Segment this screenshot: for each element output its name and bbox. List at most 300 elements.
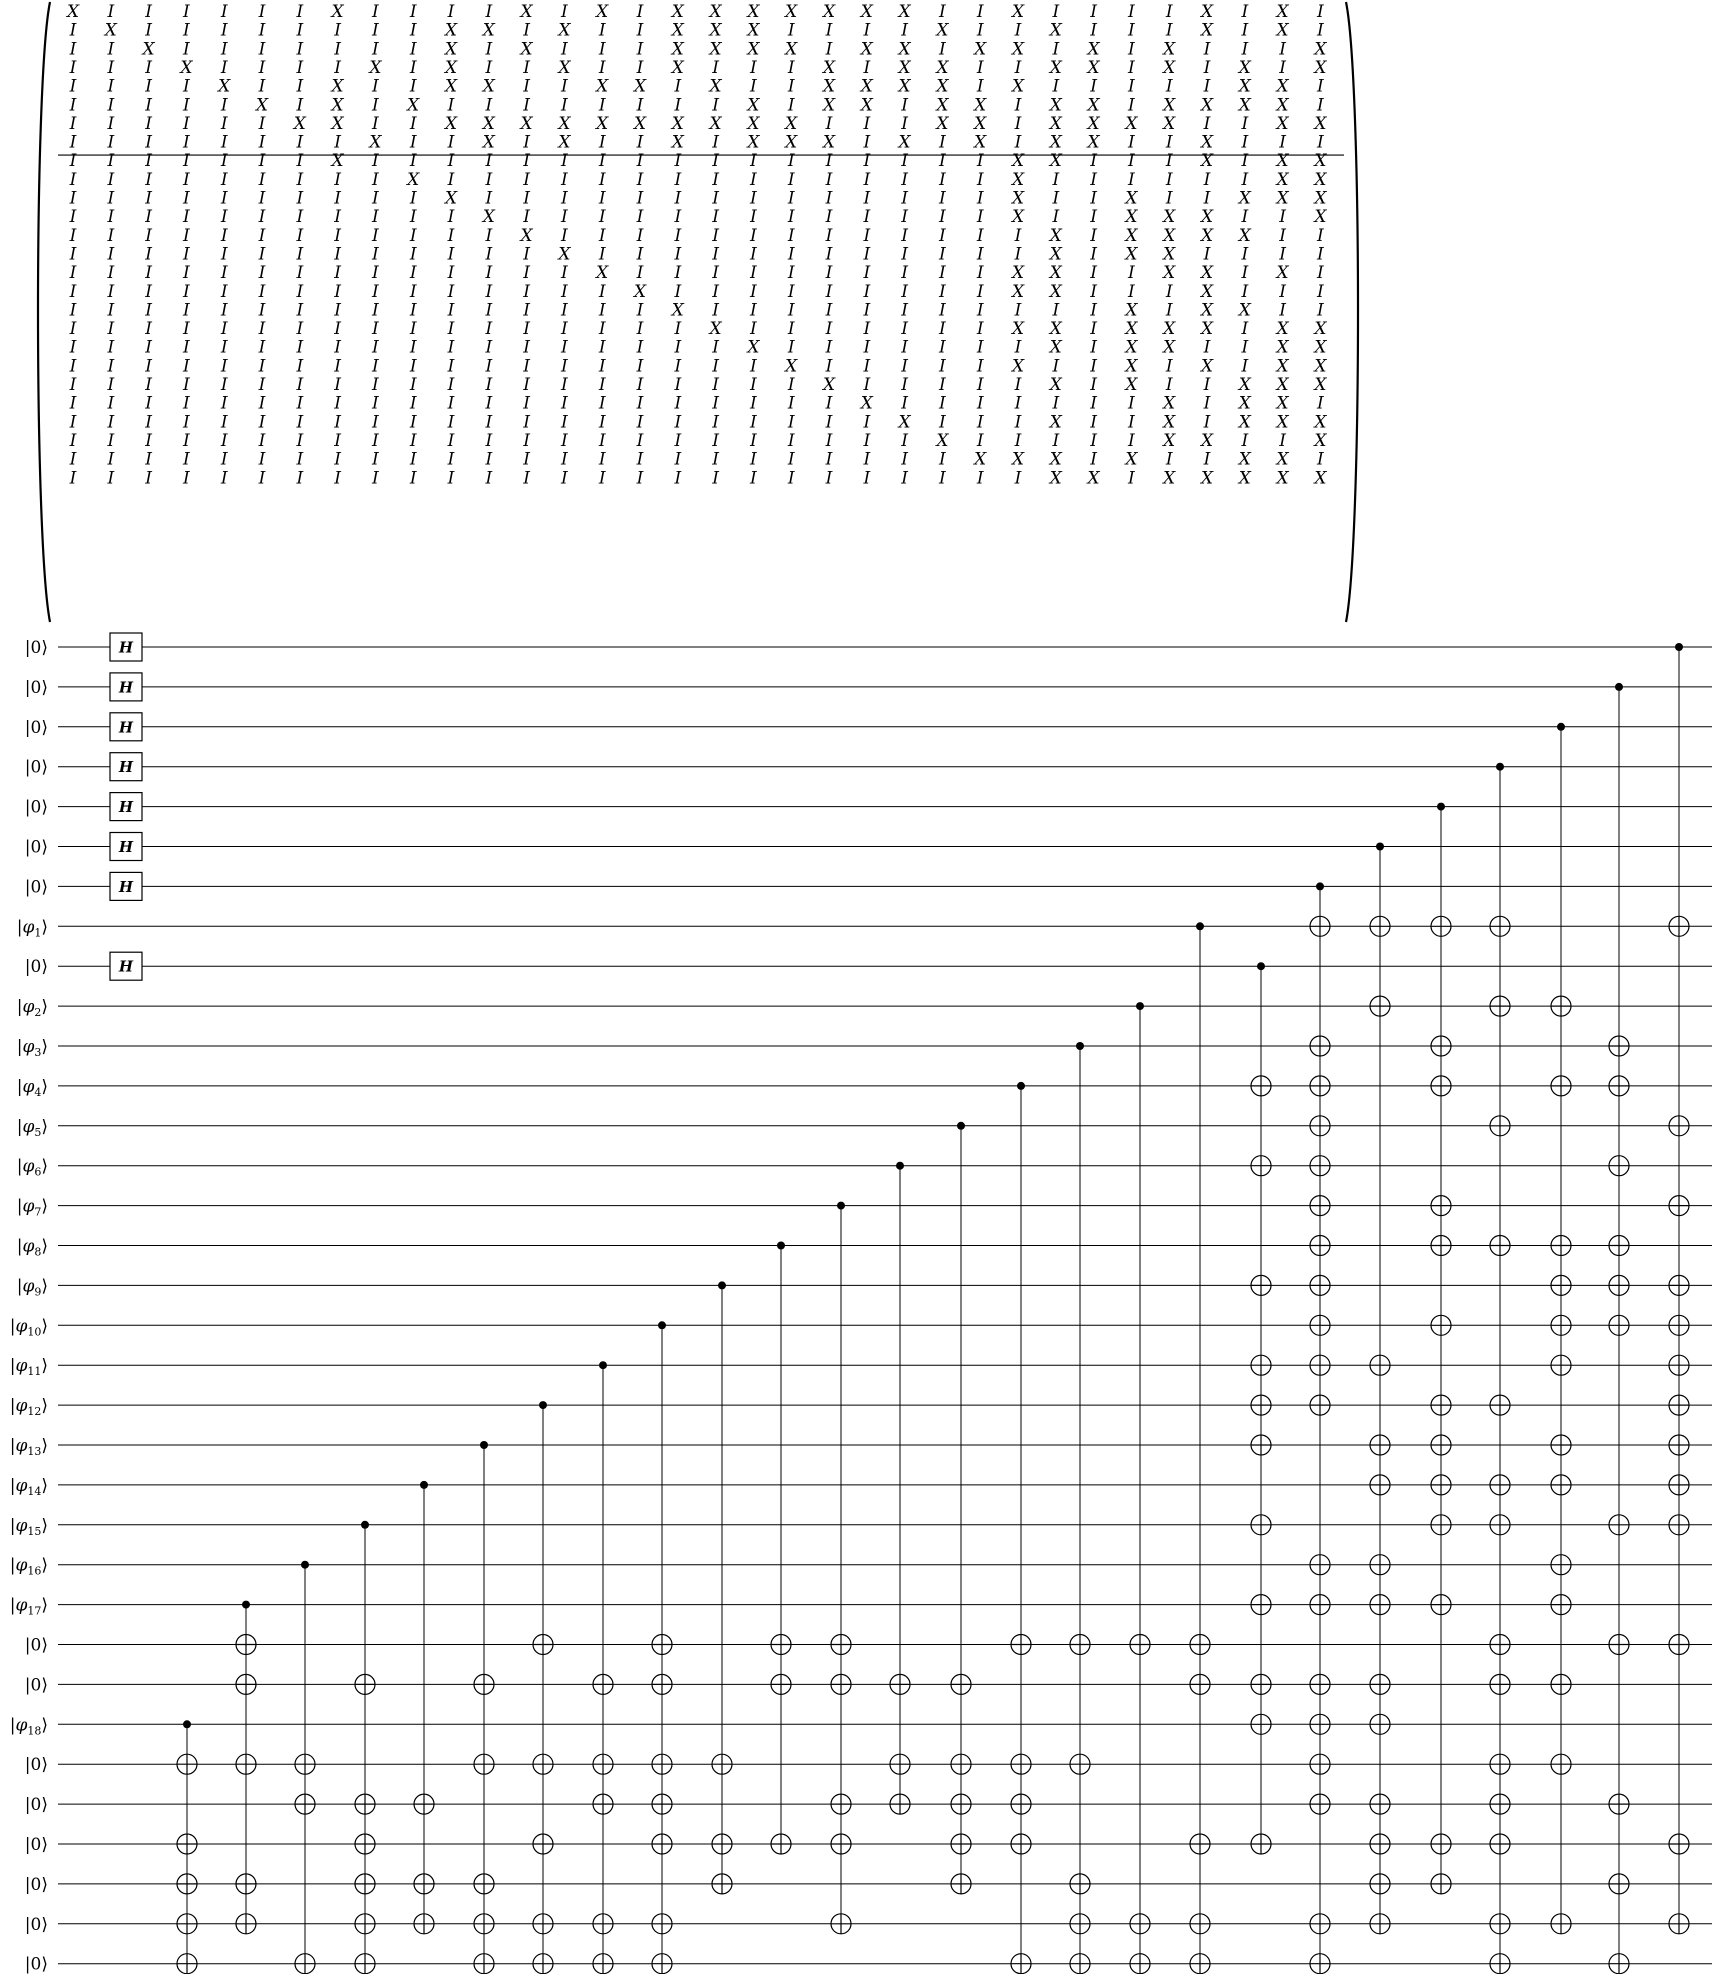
matrix-cell: I (523, 300, 530, 321)
matrix-cell: I (939, 169, 946, 190)
matrix-cell: I (863, 430, 871, 451)
matrix-cell: I (1165, 449, 1173, 470)
matrix-cell: I (825, 113, 833, 134)
matrix-cell: I (258, 263, 266, 284)
matrix-cell: I (976, 2, 984, 22)
matrix-cell: X (1049, 113, 1062, 134)
matrix-cell: I (561, 337, 568, 358)
matrix-cell: I (145, 468, 152, 489)
matrix-cell: I (220, 207, 228, 228)
matrix-cell: I (1014, 113, 1022, 134)
matrix-cell: I (107, 169, 115, 190)
matrix-cell: I (561, 151, 568, 172)
matrix-cell: I (901, 169, 908, 190)
matrix-cell: I (561, 225, 568, 246)
hadamard-label: H (118, 758, 134, 777)
matrix-cell: X (1314, 375, 1327, 395)
matrix-cell: I (825, 430, 833, 451)
matrix-cell: X (860, 2, 873, 22)
matrix-cell: I (334, 132, 341, 153)
wire-label: |0⟩ (24, 1795, 48, 1816)
matrix-cell: I (863, 319, 871, 340)
matrix-cell: X (1276, 188, 1289, 209)
matrix-cell: I (1014, 20, 1022, 41)
matrix-cell: I (976, 225, 984, 246)
target-xor (1669, 1395, 1689, 1415)
matrix-cell: I (1203, 449, 1211, 470)
matrix-cell: I (636, 95, 644, 116)
matrix-cell: I (750, 393, 757, 414)
matrix-cell: I (220, 468, 228, 489)
target-xor (355, 1914, 375, 1934)
matrix-cell: I (901, 337, 908, 358)
target-xor (712, 1754, 732, 1774)
matrix-cell: I (447, 337, 455, 358)
matrix-cell: I (409, 113, 417, 134)
target-xor (1431, 1196, 1451, 1216)
cnot-gate (1190, 922, 1210, 1973)
matrix-cell: I (598, 57, 606, 78)
matrix-cell: I (69, 113, 77, 134)
target-xor (533, 1635, 553, 1655)
matrix-cell: I (939, 151, 946, 172)
matrix-cell: I (145, 2, 152, 22)
matrix-cell: I (1165, 188, 1173, 209)
matrix-cell: X (709, 76, 722, 97)
matrix-cell: X (671, 132, 684, 153)
matrix-cell: I (372, 207, 379, 228)
matrix-cell: I (523, 281, 530, 302)
matrix-cell: X (747, 337, 760, 358)
matrix-cell: I (939, 412, 946, 433)
matrix-cell: X (1200, 2, 1214, 22)
wire-label: |0⟩ (24, 757, 48, 778)
matrix-cell: X (1049, 468, 1062, 489)
matrix-cell: I (1128, 132, 1135, 153)
matrix-cell: I (1090, 151, 1097, 172)
target-xor (1310, 1315, 1330, 1335)
matrix-cell: I (1090, 244, 1097, 265)
matrix-cell: I (712, 151, 719, 172)
matrix-cell: I (1317, 2, 1324, 22)
matrix-cell: I (750, 76, 757, 97)
matrix-cell: I (447, 169, 455, 190)
matrix-cell: I (69, 95, 77, 116)
matrix-cell: X (1087, 132, 1100, 153)
wire-label: $|\varphi_7⟩$ (16, 1196, 48, 1219)
matrix-cell: I (220, 263, 228, 284)
matrix-cell: I (561, 300, 568, 321)
hadamard-label: H (118, 877, 134, 896)
matrix-cell: X (558, 244, 571, 265)
matrix-cell: X (1200, 263, 1214, 284)
wire-label: $|\varphi_8⟩$ (16, 1236, 48, 1259)
matrix-cell: I (183, 95, 190, 116)
matrix-cell: I (1014, 393, 1022, 414)
matrix-cell: I (220, 151, 228, 172)
target-xor (1551, 1595, 1571, 1615)
matrix-cell: I (69, 468, 77, 489)
target-xor (1070, 1914, 1090, 1934)
target-xor (236, 1874, 256, 1894)
matrix-cell: I (863, 375, 871, 395)
matrix-cell: X (1200, 319, 1214, 340)
matrix-cell: I (598, 375, 606, 395)
matrix-cell: X (1238, 76, 1251, 97)
matrix-cell: I (296, 39, 304, 60)
matrix-cell: I (485, 319, 493, 340)
matrix-cell: I (901, 244, 908, 265)
matrix-cell: I (183, 207, 190, 228)
matrix-cell: I (750, 430, 757, 451)
target-xor (1609, 1076, 1629, 1096)
matrix-cell: I (1052, 39, 1060, 60)
matrix-cell: I (485, 225, 493, 246)
matrix-cell: I (145, 244, 152, 265)
matrix-cell: I (939, 319, 946, 340)
target-xor (1551, 1914, 1571, 1934)
matrix-cell: I (258, 449, 266, 470)
target-xor (1490, 1236, 1510, 1256)
matrix-cell: I (523, 393, 530, 414)
target-xor (1370, 1834, 1390, 1854)
matrix-cell: I (107, 281, 115, 302)
matrix-cell: X (1125, 225, 1138, 246)
control-dot (896, 1162, 904, 1170)
matrix-cell: I (107, 225, 115, 246)
control-dot (1615, 683, 1623, 691)
matrix-cell: I (69, 76, 77, 97)
wire-label: $|\varphi_6⟩$ (16, 1156, 48, 1179)
matrix-cell: I (296, 151, 304, 172)
matrix-cell: I (1203, 244, 1211, 265)
matrix-cell: I (183, 151, 190, 172)
matrix-cell: I (69, 39, 77, 60)
matrix-cell: X (1238, 412, 1251, 433)
matrix-cell: I (636, 132, 644, 153)
matrix-cell: X (822, 375, 836, 395)
target-xor (1130, 1635, 1150, 1655)
matrix-cell: X (1125, 207, 1138, 228)
target-xor (177, 1834, 197, 1854)
matrix-cell: I (69, 393, 77, 414)
matrix-cell: I (145, 263, 152, 284)
matrix-cell: I (825, 468, 833, 489)
matrix-cell: I (1317, 263, 1324, 284)
cnot-gate (652, 1321, 672, 1973)
matrix-cell: I (901, 95, 908, 116)
matrix-cell: I (183, 375, 190, 395)
target-xor (1669, 1914, 1689, 1934)
matrix-cell: X (1011, 356, 1025, 377)
target-xor (1431, 1834, 1451, 1854)
target-xor (1551, 1475, 1571, 1495)
target-xor (1310, 1036, 1330, 1056)
matrix-cell: I (372, 468, 379, 489)
matrix-cell: I (939, 300, 946, 321)
matrix-cell: X (1314, 337, 1327, 358)
matrix-cell: I (674, 375, 682, 395)
matrix-cell: I (296, 76, 304, 97)
matrix-cell: I (674, 468, 682, 489)
matrix-cell: X (1276, 356, 1289, 377)
hadamard-gate (110, 833, 142, 861)
matrix-cell: I (523, 319, 530, 340)
wire-label: $|\varphi_2⟩$ (16, 997, 48, 1020)
matrix-cell: I (1128, 393, 1135, 414)
matrix-cell: I (1090, 188, 1097, 209)
matrix-cell: I (183, 337, 190, 358)
hadamard-label: H (118, 957, 134, 976)
matrix-cell: I (1014, 57, 1022, 78)
hadamard-label: H (118, 838, 134, 856)
matrix-cell: I (901, 356, 908, 377)
hadamard-gate (110, 872, 142, 900)
matrix-cell: I (447, 375, 455, 395)
control-dot (361, 1521, 369, 1529)
matrix-cell: X (671, 300, 684, 321)
target-xor (831, 1674, 851, 1694)
wire-label: |0⟩ (24, 1755, 48, 1776)
hadamard-gates (110, 633, 142, 980)
matrix-cell: I (598, 281, 606, 302)
matrix-cell: I (901, 468, 908, 489)
matrix-cell: X (747, 2, 760, 22)
matrix-cell: I (523, 337, 530, 358)
matrix-cell: X (369, 57, 382, 78)
matrix-cell: I (787, 244, 795, 265)
target-xor (1190, 1674, 1210, 1694)
target-xor (1551, 1754, 1571, 1774)
matrix-cell: I (485, 356, 493, 377)
matrix-cell: I (523, 412, 530, 433)
matrix-cell: I (296, 393, 304, 414)
matrix-cell: X (218, 76, 231, 97)
matrix-cell: I (409, 132, 417, 153)
control-dot (1136, 1002, 1144, 1010)
matrix-cell: I (750, 375, 757, 395)
target-xor (1310, 1714, 1330, 1734)
target-xor (1370, 1595, 1390, 1615)
control-dot (1196, 922, 1204, 930)
matrix-cell: I (372, 76, 379, 97)
matrix-cell: I (1090, 430, 1097, 451)
target-xor (355, 1794, 375, 1814)
wire-label: $|\varphi_{14}⟩$ (9, 1475, 48, 1498)
matrix-cell: X (1276, 337, 1289, 358)
hadamard-gate (110, 673, 142, 701)
matrix-cell: X (1276, 95, 1289, 116)
target-xor (593, 1794, 613, 1814)
matrix-cell: I (674, 319, 682, 340)
matrix-cell: X (671, 57, 684, 78)
matrix-cell: X (1200, 207, 1214, 228)
matrix-cell: X (1049, 281, 1062, 302)
matrix-cell: X (860, 393, 873, 414)
target-xor (1251, 1156, 1271, 1176)
target-xor (1310, 1754, 1330, 1774)
matrix-cell: I (863, 281, 871, 302)
matrix-cell: I (598, 449, 606, 470)
matrix-cell: X (1238, 57, 1251, 78)
matrix-cell: I (598, 39, 606, 60)
matrix-cell: X (974, 132, 987, 153)
target-xor (1190, 1635, 1210, 1655)
matrix-cell: I (561, 39, 568, 60)
matrix-cell: I (674, 95, 682, 116)
matrix-cell: I (863, 57, 871, 78)
control-dot (420, 1481, 428, 1489)
hadamard-gate (110, 753, 142, 781)
matrix-cell: I (636, 356, 644, 377)
matrix-cell: X (1163, 393, 1176, 414)
matrix-cell: I (485, 95, 493, 116)
target-xor (1609, 1236, 1629, 1256)
matrix-cell: I (258, 39, 266, 60)
matrix-cell: I (258, 207, 266, 228)
hadamard-gate (110, 633, 142, 661)
matrix-cell: I (334, 188, 341, 209)
matrix-cell: I (220, 20, 228, 41)
matrix-cell: I (1090, 169, 1097, 190)
matrix-cell: I (447, 151, 455, 172)
matrix-cell: I (787, 430, 795, 451)
matrix-cell: I (939, 39, 946, 60)
matrix-cell: I (712, 300, 719, 321)
matrix-cell: I (409, 39, 417, 60)
matrix-cell: X (709, 113, 722, 134)
matrix-cell: I (863, 449, 871, 470)
target-xor (1370, 1874, 1390, 1894)
matrix-cell: I (409, 151, 417, 172)
matrix-cell: I (561, 430, 568, 451)
matrix-cell: I (674, 393, 682, 414)
matrix-cell: I (409, 468, 417, 489)
matrix-cell: I (825, 393, 833, 414)
target-xor (1551, 1674, 1571, 1694)
matrix-cell: X (1163, 39, 1176, 60)
matrix-cell: X (936, 57, 949, 78)
matrix-cell: I (409, 20, 417, 41)
matrix-cell: X (785, 2, 798, 22)
matrix-cell: I (485, 169, 493, 190)
target-xor (652, 1635, 672, 1655)
matrix-cell: I (939, 188, 946, 209)
matrix-cell: I (1128, 151, 1135, 172)
matrix-cell: I (145, 95, 152, 116)
cnot-gate (1669, 643, 1689, 1934)
target-xor (1251, 1355, 1271, 1375)
matrix-cell: I (1203, 39, 1211, 60)
matrix-cell: I (787, 412, 795, 433)
matrix-cell: I (334, 412, 341, 433)
matrix-cell: I (409, 2, 417, 22)
matrix-cell: I (145, 113, 152, 134)
matrix-cell: I (1165, 375, 1173, 395)
target-xor (236, 1635, 256, 1655)
target-xor (652, 1754, 672, 1774)
matrix-cell: X (1238, 188, 1251, 209)
matrix-cell: I (750, 57, 757, 78)
target-xor (1490, 1395, 1510, 1415)
target-xor (1011, 1794, 1031, 1814)
stabilizer-matrix (38, 2, 1358, 622)
cnot-gate (1609, 683, 1629, 1974)
wire-label: |0⟩ (24, 1675, 48, 1696)
matrix-cell: I (258, 132, 266, 153)
matrix-cell: I (1317, 449, 1324, 470)
matrix-cell: I (107, 300, 115, 321)
target-xor (1490, 1635, 1510, 1655)
matrix-cell: X (822, 76, 836, 97)
matrix-cell: I (863, 20, 871, 41)
matrix-cell: I (598, 337, 606, 358)
matrix-cell: I (1128, 263, 1135, 284)
matrix-cell: X (898, 412, 911, 433)
matrix-cell: I (485, 263, 493, 284)
matrix-cell: I (1128, 412, 1135, 433)
matrix-cell: X (1314, 169, 1327, 190)
matrix-cell: I (107, 113, 115, 134)
matrix-cell: X (1011, 449, 1025, 470)
matrix-cell: X (1238, 300, 1251, 321)
matrix-cell: X (444, 39, 458, 60)
matrix-cell: I (1014, 468, 1022, 489)
matrix-cell: I (598, 207, 606, 228)
matrix-cell: X (1049, 337, 1062, 358)
hadamard-label: H (118, 798, 134, 817)
matrix-cell: I (1203, 113, 1211, 134)
matrix-cell: I (523, 449, 530, 470)
target-xor (1251, 1435, 1271, 1455)
target-xor (831, 1834, 851, 1854)
matrix-cell: I (1203, 76, 1211, 97)
matrix-cell: I (409, 281, 417, 302)
matrix-cell: I (561, 375, 568, 395)
matrix-cell: I (334, 449, 341, 470)
matrix-cell: I (863, 244, 871, 265)
matrix-cell: X (785, 113, 798, 134)
matrix-cell: I (523, 188, 530, 209)
matrix-cell: I (409, 76, 417, 97)
matrix-cell: I (939, 207, 946, 228)
cnot-gate (1310, 882, 1330, 1973)
hadamard-label: H (118, 638, 134, 657)
matrix-cell: I (296, 449, 304, 470)
matrix-cell: I (825, 356, 833, 377)
target-xor (1370, 1794, 1390, 1814)
matrix-cell: I (787, 95, 795, 116)
matrix-cell: I (523, 95, 530, 116)
control-dot (1437, 803, 1445, 811)
matrix-cell: X (331, 151, 344, 172)
matrix-cell: I (787, 337, 795, 358)
matrix-cell: I (220, 188, 228, 209)
matrix-cell: I (901, 151, 908, 172)
hadamard-gate (110, 952, 142, 980)
matrix-cell: X (1200, 281, 1214, 302)
target-xor (236, 1754, 256, 1774)
cnot-gate (890, 1162, 910, 1814)
matrix-cell: I (825, 151, 833, 172)
target-xor (474, 1874, 494, 1894)
matrix-cell: I (750, 300, 757, 321)
wire-labels (10, 638, 48, 1974)
target-xor (1251, 1834, 1271, 1854)
target-xor (1190, 1914, 1210, 1934)
cnot-gate (474, 1441, 494, 1974)
matrix-cell: I (750, 449, 757, 470)
